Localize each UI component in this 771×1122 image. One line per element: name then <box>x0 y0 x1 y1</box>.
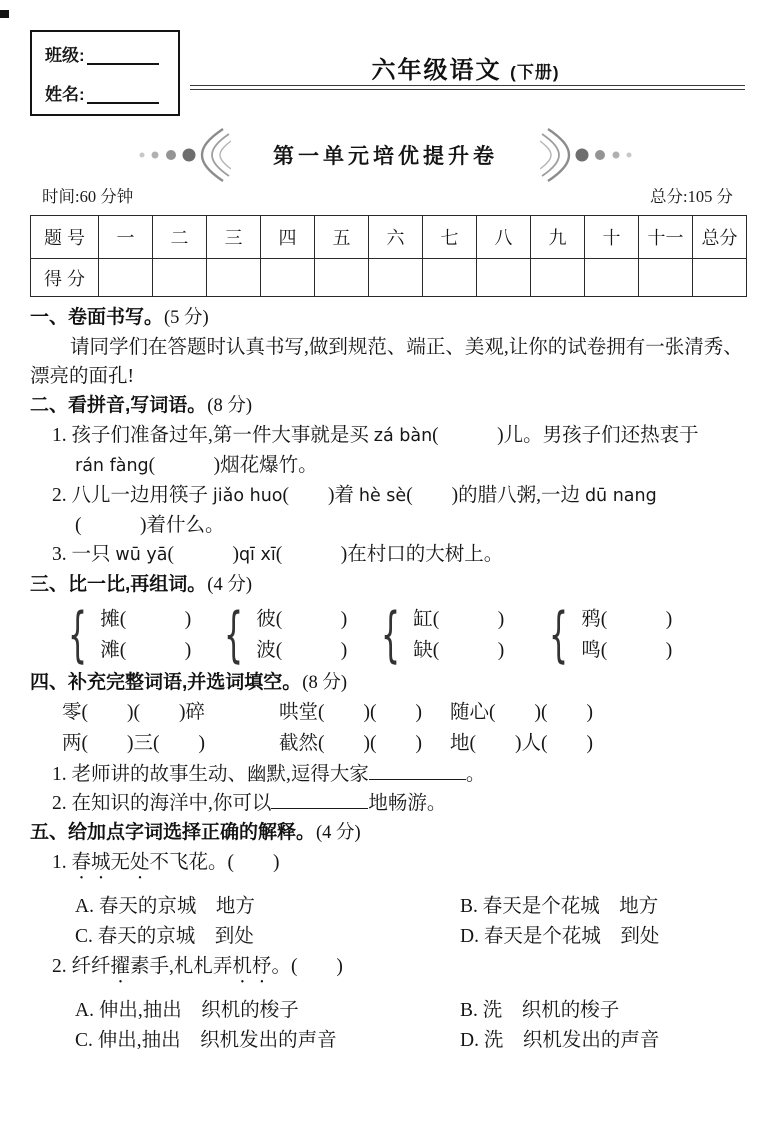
answer-paren[interactable]: ( ) <box>275 609 348 630</box>
col-header: 十一 <box>639 216 693 259</box>
unit-title-row <box>0 126 771 184</box>
answer-paren[interactable]: ( )着什么。 <box>75 515 225 536</box>
answer-paren[interactable]: ( ) <box>432 640 505 661</box>
score-cell[interactable] <box>585 259 639 297</box>
emphasized-word: 机杼 <box>232 956 272 977</box>
pinyin: jiǎo huo <box>212 486 283 506</box>
score-table-score-row <box>31 259 747 297</box>
answer-paren[interactable]: ( ) <box>119 609 192 630</box>
col-header: 八 <box>477 216 531 259</box>
score-cell[interactable] <box>477 259 531 297</box>
fill-item-1 <box>30 764 750 785</box>
idiom-row-1 <box>30 702 750 723</box>
item-text: 2. 八儿一边用筷子 <box>52 485 213 506</box>
pinyin-item-2-line-1 <box>30 485 750 507</box>
option-b[interactable]: B. 春天是个花城 地方 <box>460 896 659 917</box>
item-text: 1. 老师讲的故事生动、幽默,逗得大家 <box>52 764 369 785</box>
section-4-heading <box>30 672 750 694</box>
char: 鸦 <box>581 609 601 630</box>
item-text: 素手,札札弄 <box>130 956 233 977</box>
idiom-row-2 <box>30 733 750 754</box>
score-cell[interactable] <box>693 259 747 297</box>
score-cell[interactable] <box>153 259 207 297</box>
question-2-options-ab <box>30 1000 750 1021</box>
item-text: 1. <box>52 852 72 873</box>
brace-icon: { <box>224 600 244 670</box>
unit-title: 第一单元培优提升卷 <box>273 145 498 168</box>
pinyin-item-3 <box>30 544 750 566</box>
item-text: 。 <box>465 764 486 785</box>
pinyin: zá bàn <box>373 426 433 446</box>
answer-paren[interactable]: ( ) <box>600 640 673 661</box>
answer-paren[interactable]: ( )儿。男孩子们还热衷于 <box>432 425 699 446</box>
answer-paren[interactable]: ( ) <box>275 640 348 661</box>
answer-paren[interactable]: ( ) <box>600 609 673 630</box>
pinyin: wū yā <box>115 545 168 565</box>
choice-question-2 <box>30 956 750 988</box>
char: 彼 <box>256 609 276 630</box>
section-1-points: (5 分) <box>164 308 209 328</box>
section-2-title: 二、看拼音,写词语。 <box>30 395 207 416</box>
answer-underline[interactable] <box>369 776 466 780</box>
score-cell[interactable] <box>639 259 693 297</box>
emphasized-word: 春城 <box>71 852 111 873</box>
option-b[interactable]: B. 洗 织机的梭子 <box>460 1000 620 1021</box>
question-1-options-ab <box>30 896 750 917</box>
col-header: 四 <box>261 216 315 259</box>
char: 波 <box>256 640 276 661</box>
answer-paren[interactable]: ( )在村口的大树上。 <box>275 544 504 565</box>
char: 鸣 <box>581 640 601 661</box>
question-number-label: 题 号 <box>31 216 99 259</box>
total-score: 总分:105 分 <box>650 187 733 206</box>
meta-row <box>42 183 733 207</box>
section-1-text-line-2: 漂亮的面孔! <box>30 366 134 387</box>
answer-paren[interactable]: 不飞花。( ) <box>149 852 280 873</box>
answer-underline[interactable] <box>271 805 368 809</box>
pinyin-item-2-line-2 <box>30 515 750 536</box>
word-pair <box>381 600 549 670</box>
char: 滩 <box>100 640 120 661</box>
score-cell[interactable] <box>315 259 369 297</box>
question-1-options-cd <box>30 926 750 947</box>
idiom-blank[interactable]: 随心( )( ) <box>450 702 593 723</box>
idiom-blank[interactable]: 截然( )( ) <box>279 733 422 754</box>
brace-icon: { <box>68 600 88 670</box>
book-title: 六年级语文 <box>371 57 502 84</box>
scan-artifact <box>0 10 9 18</box>
section-3-title: 三、比一比,再组词。 <box>30 574 207 595</box>
pinyin: qī xī <box>238 545 276 565</box>
class-row <box>45 41 178 66</box>
idiom-blank[interactable]: 零( )( )碎 <box>62 702 205 723</box>
score-cell[interactable] <box>207 259 261 297</box>
pinyin-item-1-line-2 <box>30 455 750 477</box>
col-header: 七 <box>423 216 477 259</box>
choice-question-1 <box>30 852 750 884</box>
score-cell[interactable] <box>369 259 423 297</box>
exam-body <box>30 301 750 1060</box>
item-text: 无 <box>110 852 131 873</box>
option-a[interactable]: A. 伸出,抽出 织机的梭子 <box>75 1000 299 1021</box>
class-label: 班级: <box>45 46 85 65</box>
item-text: 2. 纤纤 <box>52 956 111 977</box>
char: 缺 <box>413 640 433 661</box>
idiom-blank[interactable]: 地( )人( ) <box>450 733 593 754</box>
score-cell[interactable] <box>99 259 153 297</box>
option-c[interactable]: C. 春天的京城 到处 <box>75 926 254 947</box>
col-header: 一 <box>99 216 153 259</box>
book-volume: (下册) <box>510 63 560 82</box>
name-blank[interactable] <box>87 100 159 104</box>
pinyin: dū nang <box>584 486 657 506</box>
section-5-heading <box>30 822 750 844</box>
char: 摊 <box>100 609 120 630</box>
idiom-blank[interactable]: 哄堂( )( ) <box>279 702 422 723</box>
option-d[interactable]: D. 洗 织机发出的声音 <box>460 1030 660 1051</box>
answer-paren[interactable]: ( ) <box>119 640 192 661</box>
item-text: 1. 孩子们准备过年,第一件大事就是买 <box>52 425 374 446</box>
answer-paren[interactable]: ( )着 <box>282 485 359 506</box>
score-table-header-row <box>31 216 747 259</box>
emphasized-word: 处 <box>130 852 150 873</box>
option-c[interactable]: C. 伸出,抽出 织机发出的声音 <box>75 1030 337 1051</box>
score-label: 得 分 <box>31 259 99 297</box>
char: 缸 <box>413 609 433 630</box>
time-limit: 时间:60 分钟 <box>42 187 134 206</box>
option-d[interactable]: D. 春天是个花城 到处 <box>460 926 660 947</box>
pinyin-item-1-line-1 <box>30 425 750 447</box>
word-pair <box>549 600 719 670</box>
section-2-points: (8 分) <box>207 396 252 416</box>
section-4-points: (8 分) <box>302 673 347 693</box>
section-4-title: 四、补充完整词语,并选词填空。 <box>30 672 302 693</box>
col-header: 总分 <box>693 216 747 259</box>
page-title <box>160 50 771 85</box>
answer-paren[interactable]: ( )的腊八粥,一边 <box>406 485 585 506</box>
answer-paren[interactable]: ( ) <box>167 544 239 565</box>
score-cell[interactable] <box>261 259 315 297</box>
item-text: 地畅游。 <box>368 793 447 814</box>
score-cell[interactable] <box>531 259 585 297</box>
col-header: 三 <box>207 216 261 259</box>
fill-item-2 <box>30 793 750 814</box>
section-3-points: (4 分) <box>207 575 252 595</box>
col-header: 十 <box>585 216 639 259</box>
name-label: 姓名: <box>45 85 85 104</box>
col-header: 六 <box>369 216 423 259</box>
flourish-left-icon <box>135 127 231 183</box>
word-pair <box>68 600 224 670</box>
section-1-title: 一、卷面书写。 <box>30 307 164 328</box>
student-info-box <box>30 30 180 116</box>
item-text: 2. 在知识的海洋中,你可以 <box>52 793 272 814</box>
emphasized-word: 擢 <box>110 956 131 977</box>
option-a[interactable]: A. 春天的京城 地方 <box>75 896 255 917</box>
pinyin: hè sè <box>358 486 407 506</box>
section-1-heading <box>30 307 750 329</box>
question-2-options-cd <box>30 1030 750 1051</box>
idiom-blank[interactable]: 两( )三( ) <box>62 733 205 754</box>
item-text: 3. 一只 <box>52 544 116 565</box>
brace-icon: { <box>381 600 401 670</box>
pinyin: rán fàng <box>75 456 149 476</box>
col-header: 九 <box>531 216 585 259</box>
col-header: 五 <box>315 216 369 259</box>
title-divider <box>190 85 745 90</box>
answer-paren[interactable]: ( ) <box>432 609 505 630</box>
flourish-right-icon <box>540 127 636 183</box>
brace-icon: { <box>549 600 569 670</box>
section-3-heading <box>30 574 750 596</box>
answer-paren[interactable]: 。( ) <box>271 956 343 977</box>
word-pair <box>224 600 381 670</box>
name-row <box>45 80 178 105</box>
score-cell[interactable] <box>423 259 477 297</box>
answer-paren[interactable]: ( )烟花爆竹。 <box>148 455 318 476</box>
compare-words-row <box>30 600 750 670</box>
section-5-title: 五、给加点字词选择正确的解释。 <box>30 822 316 843</box>
section-2-heading <box>30 395 750 417</box>
class-blank[interactable] <box>87 61 159 65</box>
col-header: 二 <box>153 216 207 259</box>
section-1-text-line-1: 请同学们在答题时认真书写,做到规范、端正、美观,让你的试卷拥有一张清秀、 <box>69 337 743 358</box>
score-table <box>30 215 747 297</box>
section-5-points: (4 分) <box>316 823 361 843</box>
